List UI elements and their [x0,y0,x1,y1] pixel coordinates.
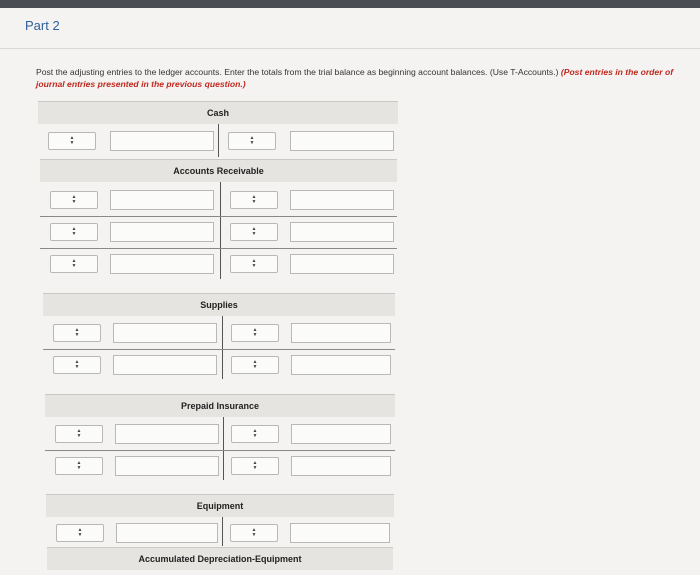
debit-amount-input[interactable] [116,523,218,543]
credit-account-select[interactable] [230,223,278,241]
credit-account-select[interactable] [231,457,279,475]
debit-amount-input[interactable] [115,456,219,476]
updown-arrows-icon: ▲ ▼ [76,460,82,471]
credit-account-select[interactable] [228,132,276,150]
updown-arrows-icon: ▲ ▼ [76,428,82,439]
updown-arrows-icon: ▲ ▼ [74,359,80,370]
updown-arrows-icon: ▲ ▼ [252,460,258,471]
credit-amount-input[interactable] [291,456,391,476]
t-account-row [45,425,395,447]
debit-account-select[interactable] [50,191,98,209]
header-divider [0,48,700,49]
updown-arrows-icon: ▲ ▼ [71,258,77,269]
t-account-title: Prepaid Insurance [45,394,395,417]
updown-arrows-icon: ▲ ▼ [251,194,257,205]
t-account-accumulated-depreciation-equipment [47,547,393,575]
t-account-title: Accumulated Depreciation-Equipment [47,547,393,570]
t-account-cash [38,101,398,157]
debit-account-select[interactable] [56,524,104,542]
debit-amount-input[interactable] [110,131,214,151]
t-account-row [45,457,395,479]
debit-amount-input[interactable] [115,424,219,444]
updown-arrows-icon: ▲ ▼ [69,135,75,146]
debit-account-select[interactable] [53,356,101,374]
updown-arrows-icon: ▲ ▼ [251,258,257,269]
t-account-row [43,324,395,346]
debit-amount-input[interactable] [113,355,217,375]
credit-account-select[interactable] [230,524,278,542]
credit-account-select[interactable] [231,425,279,443]
debit-account-select[interactable] [53,324,101,342]
credit-account-select[interactable] [230,255,278,273]
instructions-note: (Post entries in the order of journal entries presented in the previous question.) [36,67,674,89]
debit-amount-input[interactable] [110,222,214,242]
debit-account-select[interactable] [50,223,98,241]
credit-amount-input[interactable] [291,323,391,343]
updown-arrows-icon: ▲ ▼ [251,226,257,237]
credit-amount-input[interactable] [290,254,394,274]
t-account-row [40,191,397,213]
t-account-title: Equipment [46,494,394,517]
updown-arrows-icon: ▲ ▼ [74,327,80,338]
credit-account-select[interactable] [231,324,279,342]
t-account-separator [40,248,397,249]
updown-arrows-icon: ▲ ▼ [252,428,258,439]
t-account-row [46,524,394,546]
t-account-row [40,223,397,245]
debit-account-select[interactable] [48,132,96,150]
debit-account-select[interactable] [55,425,103,443]
credit-amount-input[interactable] [291,355,391,375]
updown-arrows-icon: ▲ ▼ [252,359,258,370]
updown-arrows-icon: ▲ ▼ [71,194,77,205]
credit-amount-input[interactable] [291,424,391,444]
updown-arrows-icon: ▲ ▼ [252,327,258,338]
part-title: Part 2 [25,18,60,33]
instructions [36,66,676,90]
debit-amount-input[interactable] [110,254,214,274]
t-account-title: Accounts Receivable [40,159,397,182]
debit-amount-input[interactable] [110,190,214,210]
t-account-title: Supplies [43,293,395,316]
t-account-separator [40,216,397,217]
updown-arrows-icon: ▲ ▼ [71,226,77,237]
t-account-row [40,255,397,277]
credit-amount-input[interactable] [290,222,394,242]
t-account-supplies [43,293,395,379]
t-account-accounts-receivable [40,159,397,279]
credit-amount-input[interactable] [290,190,394,210]
instructions-text: Post the adjusting entries to the ledger accounts. Enter the totals from the trial balance as beginning account balances. (Use T-Accounts.) [36,67,561,77]
t-account-separator [43,349,395,350]
t-account-title: Cash [38,101,398,124]
credit-amount-input[interactable] [290,131,394,151]
updown-arrows-icon: ▲ ▼ [251,527,257,538]
debit-amount-input[interactable] [113,323,217,343]
updown-arrows-icon: ▲ ▼ [77,527,83,538]
debit-account-select[interactable] [50,255,98,273]
t-account-separator [45,450,395,451]
t-account-prepaid-insurance [45,394,395,480]
updown-arrows-icon: ▲ ▼ [249,135,255,146]
credit-amount-input[interactable] [290,523,390,543]
debit-account-select[interactable] [55,457,103,475]
credit-account-select[interactable] [231,356,279,374]
t-account-row [38,132,398,154]
t-account-equipment [46,494,394,546]
top-bar [0,0,700,8]
t-account-row [43,356,395,378]
credit-account-select[interactable] [230,191,278,209]
